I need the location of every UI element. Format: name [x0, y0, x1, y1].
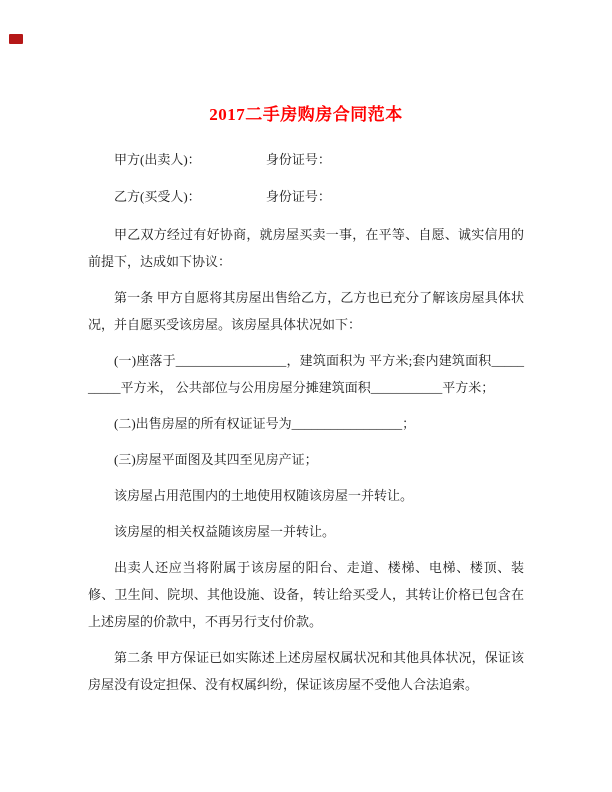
document-title: 2017二手房购房合同范本 — [209, 105, 403, 124]
paragraph-preamble: 甲乙双方经过有好协商，就房屋买卖一事，在平等、自愿、诚实信用的前提下，达成如下协议： — [88, 227, 524, 269]
party-b-id-label: 身份证号： — [265, 189, 331, 204]
red-corner-mark — [9, 34, 23, 44]
paragraph-item-3-floorplan: (三)房屋平面图及其四至见房产证； — [114, 452, 318, 467]
paragraph-article-1: 第一条 甲方自愿将其房屋出售给乙方，乙方也已充分了解该房屋具体状况，并自愿买受该房屋。该房屋具体状况如下： — [88, 290, 524, 332]
party-a-row — [88, 147, 524, 173]
party-b-label: 乙方(买受人)： — [114, 189, 201, 204]
paragraph-item-2-certificate: (二)出售房屋的所有权证证号为_________________； — [114, 416, 416, 431]
paragraph-land-use-right: 该房屋占用范围内的土地使用权随该房屋一并转让。 — [114, 488, 414, 503]
paragraph-attachments-transfer: 出卖人还应当将附属于该房屋的阳台、走道、楼梯、电梯、楼顶、装修、卫生间、院坝、其他设施、设备，转让给买受人，其转让价格已包含在上述房屋的价款中，不再另行支付价款。 — [88, 560, 524, 629]
paragraph-item-1-location: (一)座落于_________________，建筑面积为 平方米;套内建筑面积__________平方米， 公共部位与公用房屋分摊建筑面积___________平方米； — [88, 353, 524, 395]
party-a-label: 甲方(出卖人)： — [114, 152, 201, 167]
party-a-id-label: 身份证号： — [265, 152, 331, 167]
paragraph-article-2: 第二条 甲方保证已如实陈述上述房屋权属状况和其他具体状况，保证该房屋没有设定担保、没有权属纠纷，保证该房屋不受他人合法追索。 — [88, 650, 524, 692]
party-b-row — [88, 184, 524, 210]
paragraph-related-rights: 该房屋的相关权益随该房屋一并转让。 — [114, 524, 336, 539]
